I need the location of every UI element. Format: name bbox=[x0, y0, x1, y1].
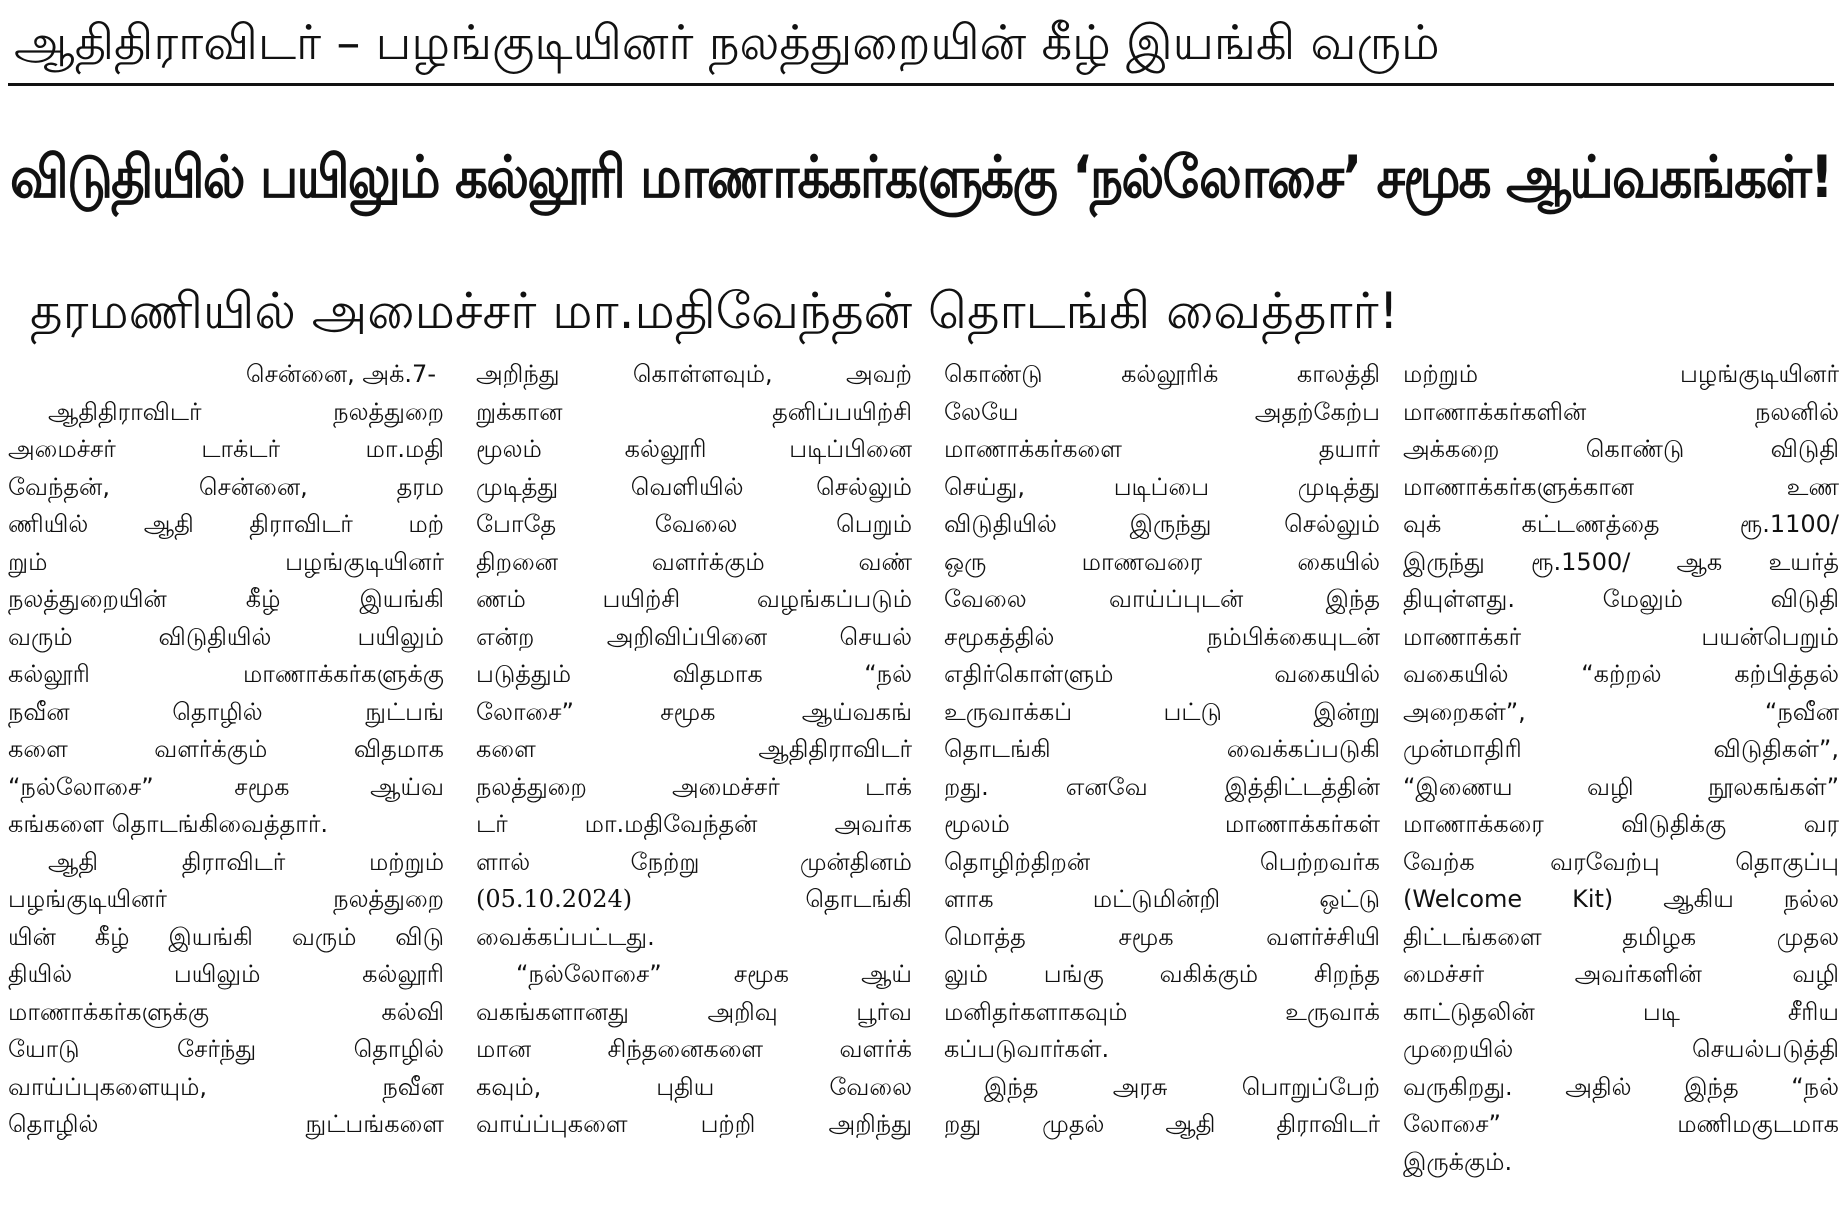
article-column-3 bbox=[944, 356, 1380, 1218]
text-line: வாய்ப்புகளை பற்றி அறிந்து bbox=[476, 1110, 912, 1138]
text-line: மாணாக்கரை விடுதிக்கு வர bbox=[1403, 810, 1839, 838]
text-line: வேலை வாய்ப்புடன் இந்த bbox=[944, 585, 1380, 613]
text-line: வகங்களானது அறிவு பூர்வ bbox=[476, 997, 912, 1026]
text-line: “நல்லோசை” சமூக ஆய்வ bbox=[8, 772, 444, 801]
text-line: றும் பழங்குடியினர் bbox=[8, 547, 444, 576]
text-line: தியில் பயிலும் கல்லூரி bbox=[8, 960, 444, 988]
text-line: தொழிற்திறன் பெற்றவர்க bbox=[944, 847, 1380, 876]
text-line: வருகிறது. அதில் இந்த “நல் bbox=[1403, 1072, 1839, 1101]
text-line: தொழில் நுட்பங்களை bbox=[8, 1110, 444, 1138]
text-line: வாய்ப்புகளையும், நவீன bbox=[8, 1072, 444, 1101]
main-headline: விடுதியில் பயிலும் கல்லூரி மாணாக்கர்களுக்கு ‘நல்லோசை’ சமூக ஆய்வகங்கள்! bbox=[10, 143, 1832, 211]
text-line: மாணாக்கர்களின் நலனில் bbox=[1403, 397, 1839, 426]
text-line: பழங்குடியினர் நலத்துறை bbox=[8, 885, 444, 913]
text-line: இந்த அரசு பொறுப்பேற் bbox=[984, 1072, 1380, 1101]
text-line: முன்மாதிரி விடுதிகள்”, bbox=[1403, 735, 1839, 763]
text-line: விடுதியில் இருந்து செல்லும் bbox=[944, 510, 1380, 538]
article-column-1 bbox=[8, 356, 444, 1218]
text-line: மாணாக்கர் பயன்பெறும் bbox=[1403, 622, 1839, 651]
text-line: “இணைய வழி நூலகங்கள்” bbox=[1403, 772, 1839, 801]
text-line: போதே வேலை பெறும் bbox=[476, 510, 912, 538]
text-line: என்ற அறிவிப்பினை செயல் bbox=[476, 622, 912, 651]
text-line: நவீன தொழில் நுட்பங் bbox=[8, 697, 444, 726]
article-column-4 bbox=[1403, 356, 1839, 1218]
text-line: றது. எனவே இத்திட்டத்தின் bbox=[944, 772, 1380, 801]
text-line: அமைச்சர் டாக்டர் மா.மதி bbox=[8, 435, 444, 463]
article-body bbox=[8, 356, 1839, 1218]
text-line: லோசை” மணிமகுடமாக bbox=[1403, 1110, 1839, 1138]
text-line: ணம் பயிற்சி வழங்கப்படும் bbox=[476, 585, 912, 613]
text-line: படுத்தும் விதமாக “நல் bbox=[476, 660, 912, 688]
text-line: ணியில் ஆதி திராவிடர் மற் bbox=[8, 510, 444, 538]
text-line: ளால் நேற்று முன்தினம் bbox=[476, 847, 912, 876]
dateline: சென்னை, அக்.7- bbox=[245, 360, 436, 388]
text-line: மாணாக்கர்களுக்கான உண bbox=[1403, 472, 1839, 501]
text-line: மான சிந்தனைகளை வளர்க் bbox=[476, 1035, 912, 1063]
text-line: முறையில் செயல்படுத்தி bbox=[1403, 1035, 1839, 1063]
text-line: எதிர்கொள்ளும் வகையில் bbox=[944, 660, 1380, 688]
text-line: செய்து, படிப்பை முடித்து bbox=[944, 472, 1380, 501]
text-line: யோடு சேர்ந்து தொழில் bbox=[8, 1035, 444, 1063]
text-line: உருவாக்கப் பட்டு இன்று bbox=[944, 697, 1380, 726]
text-line: றது முதல் ஆதி திராவிடர் bbox=[944, 1110, 1380, 1138]
text-line: (Welcome Kit) ஆகிய நல்ல bbox=[1403, 885, 1839, 913]
text-line: வரும் விடுதியில் பயிலும் bbox=[8, 622, 444, 651]
text-line: லும் பங்கு வகிக்கும் சிறந்த bbox=[944, 960, 1380, 988]
text-line: அறிந்து கொள்ளவும், அவற் bbox=[476, 360, 912, 388]
text-line: யின் கீழ் இயங்கி வரும் விடு bbox=[8, 922, 444, 951]
text-line: மைச்சர் அவர்களின் வழி bbox=[1403, 960, 1839, 988]
kicker-headline: ஆதிதிராவிடர் – பழங்குடியினர் நலத்துறையின் கீழ் இயங்கி வரும் bbox=[14, 15, 1440, 71]
text-line: ஒரு மாணவரை கையில் bbox=[944, 547, 1380, 576]
text-line: அக்கறை கொண்டு விடுதி bbox=[1403, 435, 1839, 463]
text-line: வைக்கப்பட்டது. bbox=[476, 922, 655, 951]
text-line: (05.10.2024) தொடங்கி bbox=[476, 885, 912, 913]
text-line: தியுள்ளது. மேலும் விடுதி bbox=[1403, 585, 1839, 613]
sub-headline: தரமணியில் அமைச்சர் மா.மதிவேந்தன் தொடங்கி வைத்தார்! bbox=[30, 282, 1399, 340]
text-line: சமூகத்தில் நம்பிக்கையுடன் bbox=[944, 622, 1380, 651]
text-line: திறனை வளர்க்கும் வண் bbox=[476, 547, 912, 576]
text-line: ஆதி திராவிடர் மற்றும் bbox=[48, 847, 444, 876]
kicker-underline-rule bbox=[8, 83, 1834, 86]
text-line: களை ஆதிதிராவிடர் bbox=[476, 735, 912, 763]
text-line: டர் மா.மதிவேந்தன் அவர்க bbox=[476, 810, 912, 838]
text-line: றுக்கான தனிப்பயிற்சி bbox=[476, 397, 912, 426]
text-line: நலத்துறை அமைச்சர் டாக் bbox=[476, 772, 912, 801]
text-line: லேயே அதற்கேற்ப bbox=[944, 397, 1380, 426]
text-line: தொடங்கி வைக்கப்படுகி bbox=[944, 735, 1380, 763]
text-line: மனிதர்களாகவும் உருவாக் bbox=[944, 997, 1380, 1026]
text-line: மற்றும் பழங்குடியினர் bbox=[1403, 360, 1839, 388]
text-line: வேந்தன், சென்னை, தரம bbox=[8, 472, 444, 501]
text-line: வகையில் “கற்றல் கற்பித்தல் bbox=[1403, 660, 1839, 688]
text-line: கப்படுவார்கள். bbox=[944, 1035, 1110, 1063]
text-line: மாணாக்கர்களுக்கு கல்வி bbox=[8, 997, 444, 1026]
text-line: வேற்க வரவேற்பு தொகுப்பு bbox=[1403, 847, 1839, 876]
text-line: கங்களை தொடங்கிவைத்தார். bbox=[8, 810, 329, 838]
text-line: மூலம் கல்லூரி படிப்பினை bbox=[476, 435, 912, 463]
text-line: லோசை” சமூக ஆய்வகங் bbox=[476, 697, 912, 726]
text-line: கொண்டு கல்லூரிக் காலத்தி bbox=[944, 360, 1380, 388]
text-line: காட்டுதலின் படி சீரிய bbox=[1403, 997, 1839, 1026]
text-line: இருக்கும். bbox=[1403, 1147, 1513, 1176]
text-line: மாணாக்கர்களை தயார் bbox=[944, 435, 1380, 463]
text-line: இருந்து ரூ.1500/ ஆக உயர்த் bbox=[1403, 547, 1839, 576]
text-line: வுக் கட்டணத்தை ரூ.1100/ bbox=[1403, 510, 1839, 538]
text-line: நலத்துறையின் கீழ் இயங்கி bbox=[8, 585, 444, 613]
article-column-2 bbox=[476, 356, 912, 1218]
text-line: களை வளர்க்கும் விதமாக bbox=[8, 735, 444, 763]
text-line: திட்டங்களை தமிழக முதல bbox=[1403, 922, 1839, 951]
text-line: கவும், புதிய வேலை bbox=[476, 1072, 912, 1101]
text-line: “நல்லோசை” சமூக ஆய் bbox=[516, 960, 912, 988]
text-line: ளாக மட்டுமின்றி ஒட்டு bbox=[944, 885, 1380, 913]
text-line: மூலம் மாணாக்கர்கள் bbox=[944, 810, 1380, 838]
text-line: அறைகள்”, “நவீன bbox=[1403, 697, 1839, 726]
text-line: மொத்த சமூக வளர்ச்சியி bbox=[944, 922, 1380, 951]
text-line: ஆதிதிராவிடர் நலத்துறை bbox=[48, 397, 444, 426]
text-line: கல்லூரி மாணாக்கர்களுக்கு bbox=[8, 660, 444, 688]
text-line: முடித்து வெளியில் செல்லும் bbox=[476, 472, 912, 501]
